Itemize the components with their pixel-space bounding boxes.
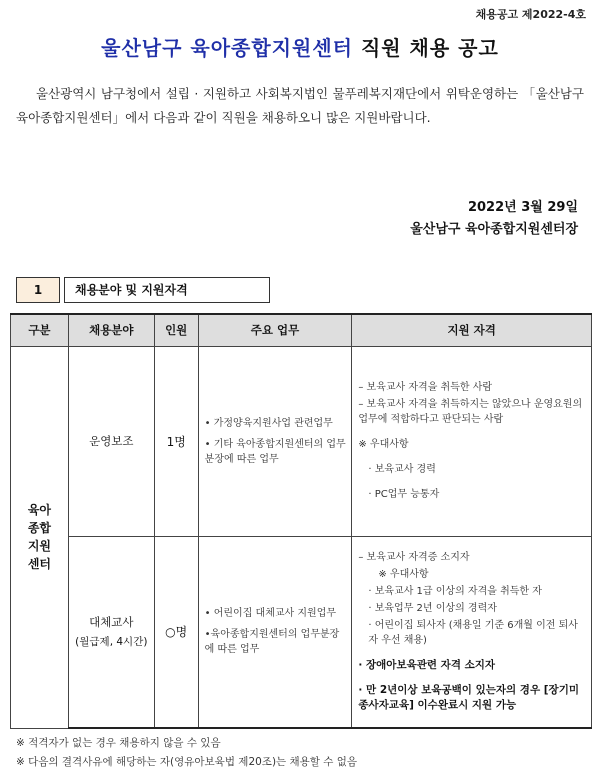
qualification-item: · 보육교사 경력: [368, 464, 436, 475]
qualification-item: · 어린이집 퇴사자 (채용일 기준 6개월 이전 퇴사자 우선 채용): [368, 620, 578, 647]
duty-item: • 어린이집 대체교사 지원업무: [204, 608, 337, 620]
table-row: [11, 536, 592, 728]
page-title: [0, 32, 600, 61]
announcement-date: 2022년 3월 29일: [467, 200, 578, 215]
qualification-item: · 보육업무 2년 이상의 경력자: [368, 603, 497, 615]
header-field: 채용분야: [68, 314, 154, 346]
field-name: 대체교사: [89, 615, 134, 630]
footnote: ※ 적격자가 없는 경우 채용하지 않을 수 있음: [16, 737, 221, 749]
duty-item: •육아종합지원센터의 업무분장에 따른 업무: [204, 629, 340, 656]
duty-item: • 기타 육아종합지원센터의 업무분장에 따른 업무: [204, 438, 346, 465]
header-qualifications: 지원 자격: [352, 314, 592, 346]
count-cell: ○명: [154, 536, 198, 728]
qualification-item: · 보육교사 1급 이상의 자격을 취득한 자: [368, 586, 542, 598]
qualification-item: ※ 우대사항: [378, 569, 429, 581]
qualification-item: – 보육교사 자격을 취득하지는 않았으나 운영요원의 업무에 적합하다고 판단되는 사람: [358, 399, 583, 425]
field-cell: [68, 536, 154, 728]
qualification-item: – 보육교사 자격증 소지자: [358, 552, 470, 564]
header-duties: 주요 업무: [198, 314, 352, 346]
duties-cell: [198, 536, 352, 728]
duty-item: • 가정양육지원사업 관련업무: [204, 417, 333, 429]
issuer-name: 울산남구 육아종합지원센터장: [410, 222, 578, 237]
qualification-item: ※ 우대사항: [358, 439, 409, 450]
section-title: 채용분야 및 지원자격: [64, 277, 270, 303]
field-condition: (월급제, 4시간): [75, 636, 148, 649]
qualification-item: · 장애아보육관련 자격 소지자: [358, 659, 496, 672]
field-cell: 운영보조: [68, 346, 154, 536]
header-category: 구분: [11, 314, 69, 346]
title-center-name: 울산남구 육아종합지원센터: [101, 36, 353, 60]
qualification-item: – 보육교사 자격을 취득한 사람: [358, 382, 493, 393]
count-cell: 1명: [154, 346, 198, 536]
qualifications-cell: [352, 346, 592, 536]
qualification-item: · PC업무 능통자: [368, 489, 440, 500]
qualification-item: · 만 2년이상 보육공백이 있는자의 경우 [장기미종사자교육] 이수완료시 지원 가능: [358, 684, 579, 712]
section-number: 1: [16, 277, 60, 303]
duties-cell: [198, 346, 352, 536]
department-cell: 육아 종합 지원 센터: [11, 346, 69, 728]
intro-paragraph: 울산광역시 남구청에서 설립 · 지원하고 사회복지법인 물푸레복지재단에서 위탁운영하는 「울산남구 육아종합지원센터」에서 다음과 같이 직원을 채용하오니 많은 지원바랍니다.: [16, 86, 584, 125]
notice-number: 채용공고 제2022-4호: [475, 8, 586, 21]
recruitment-table: [10, 313, 592, 729]
header-count: 인원: [154, 314, 198, 346]
footnote: ※ 다음의 결격사유에 해당하는 자(영유아보육법 제20조)는 채용할 수 없음: [16, 756, 358, 768]
table-header-row: [11, 314, 592, 346]
qualifications-cell: [352, 536, 592, 728]
title-announcement: 직원 채용 공고: [360, 36, 499, 60]
table-row: [11, 346, 592, 536]
